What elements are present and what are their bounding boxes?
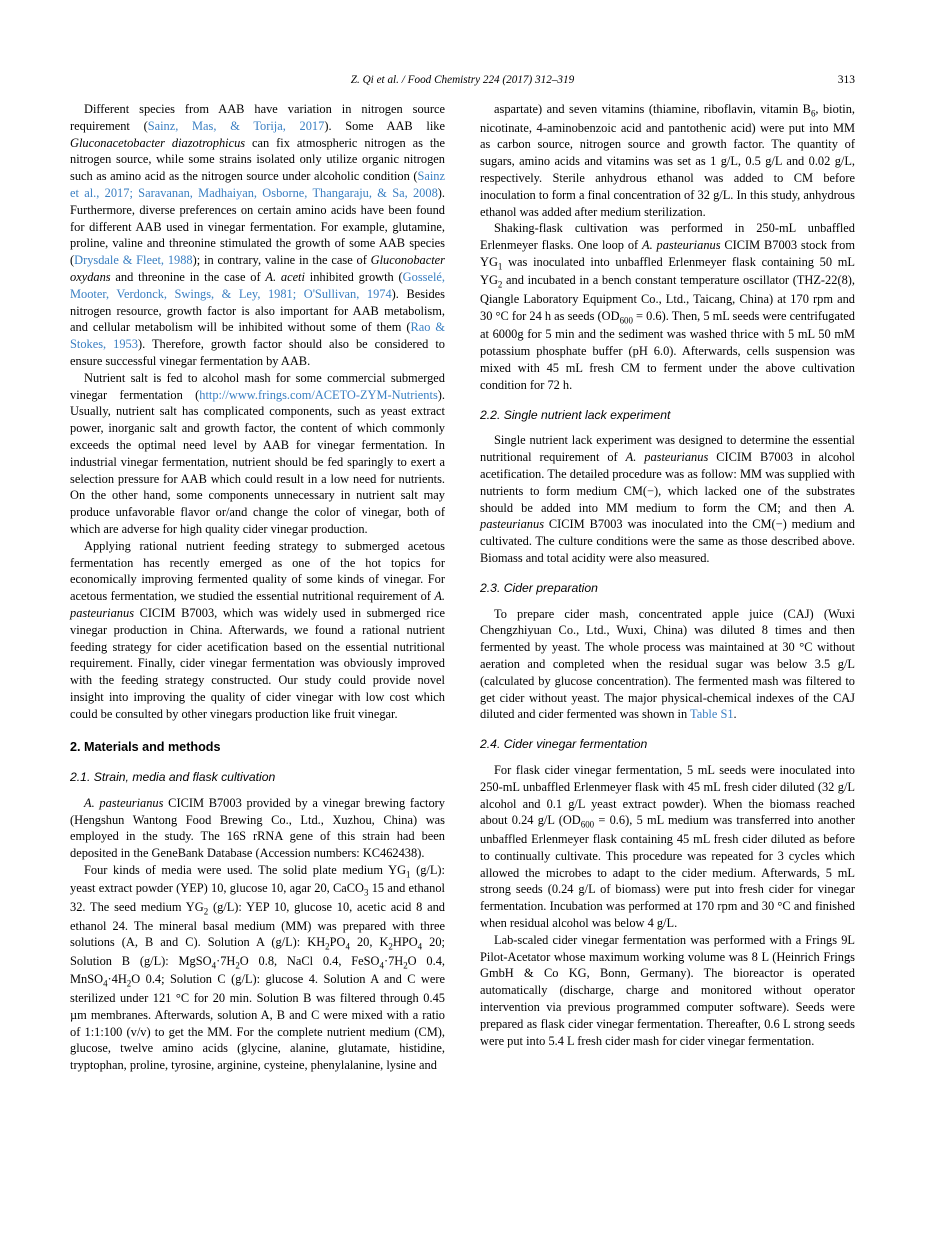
body-columns — [70, 101, 855, 1074]
running-head — [70, 74, 855, 86]
left-column — [70, 101, 445, 1074]
citation-link[interactable]: Rao & Stokes, 1953 — [70, 320, 446, 352]
p10-flask-vinegar: For flask cider vinegar fermentation, 5 mL seeds were inoculated into 250-mL unbaffled Erlenmeyer flask with 45 mL fresh cider diluted (32 g/L alcohol and 0.1 g/L yeast extract powder). When the biomass reached about 0.24 g/L $(OD_{600} = 0.6)$, 5 mL medium was transferred into another unbaffled Erlenmeyer flask containing 45 mL fresh cider diluted as before to continually cultivate. This procedure was repeated for 3 cycles which allowed the microbes to adapt to the cider medium. Afterwards, 5 mL strong seeds (0.24 g/L of biomass) were put into fresh cider for vinegar fermentation. Incubation was performed at 170 rpm and 30 °C and finished when residual alcohol was below 4 g/L. — [480, 763, 855, 930]
subscript: 2 — [126, 978, 132, 989]
italic-term: A. pasteurianus — [70, 589, 445, 620]
citation-link[interactable]: Table S1 — [690, 707, 734, 722]
right-column — [480, 101, 855, 1074]
subscript: 1 — [406, 869, 411, 880]
italic-term: Gluconobacter oxydans — [70, 253, 445, 284]
right-column-paragraphs-3 — [480, 606, 855, 724]
citation-link[interactable]: Sainz, Mas, & Torija, 2017 — [147, 118, 325, 133]
p1-nitrogen-source: Different species from AAB have variation in nitrogen source requirement (Sainz, Mas, & Torija, 2017). Some AAB like Gluconacetobacter diazotrophicus can fix atmospheric nitrogen as the nitrogen source, while some strains isolated only utilize organic nitrogen such as amino acid as the nitrogen source under alcoholic condition (Sainz et al., 2017; Saravanan, Madhaiyan, Osborne, Thangaraju, & Sa, 2008). Furthermore, diverse preferences on certain amino acids have been found for different AAB used in vinegar fermentation. For example, glutamine, proline, valine and threonine stimulated the growth of some AAB species (Drysdale & Fleet, 1988); in contrary, valine in the case of Gluconobacter oxydans and threonine in the case of A. aceti inhibited growth (Gosselé, Mooter, Verdonck, Swings, & Ley, 1981; O'Sullivan, 1974). Besides nitrogen resource, growth factor is also important for AAB metabolism, and cellular metabolism will be inhibited without some of them (Rao & Stokes, 1953). Therefore, growth factor should also be considered to ensure successful vinegar fermentation by AAB. — [70, 102, 446, 368]
subscript: 2 — [388, 941, 393, 952]
subsection-heading-cider-vinegar-fermentation: 2.4. Cider vinegar fermentation — [480, 737, 648, 752]
running-head-citation: Z. Qi et al. / Food Chemistry 224 (2017) 312–319 — [350, 74, 575, 86]
subscript: 4 — [379, 960, 384, 971]
citation-link[interactable]: http://www.frings.com/ACETO-ZYM-Nutrients — [199, 387, 438, 402]
left-column-paragraphs-2 — [70, 795, 445, 1074]
p2-nutrient-salt: Nutrient salt is fed to alcohol mash for some commercial submerged vinegar fermentation (http://www.frings.com/ACETO-ZYM-Nutrients). Usually, nutrient salt has complicated components, such as yeast extract power, inorganic salt and growth factor, the content of which commonly exceeds the optimal need level by AAB for vinegar fermentation. In industrial vinegar fermentation, nutrient should be fed sparingly to exert a selection pressure for AAB which could result in a low need for nutrients. On the other hand, some components unnecessary in nutrient salt may produce unfavorable flavor or/and change the color of vinegar, both of which are adverse for high quality cider vinegar production. — [70, 370, 445, 536]
subscript: 4 — [103, 978, 108, 989]
subscript: 4 — [417, 941, 423, 952]
subscript: 600 — [580, 819, 595, 830]
p9-cider-prep: To prepare cider mash, concentrated apple juice (CAJ) (Wuxi Chengzhiyuan Co., Ltd., Wuxi, China) was diluted 8 times and then fermented by yeast. The whole process was maintained at 30 °C without aeration and completed when the residual sugar was below 3.5 g/L (calculated by glucose concentration). The fermented mash was filtered to get cider without yeast. The major physical-chemical indexes of the CAJ diluted and cider fermented was shown in Table S1. — [480, 606, 855, 722]
italic-term: A. pasteurianus — [84, 795, 164, 810]
p11-lab-scaled: Lab-scaled cider vinegar fermentation was performed with a Frings 9L Pilot-Acetator whose maximum working volume was 8 L (Heinrich Frings GmbH & Co KG, Bonn, Germany). The bioreactor is operated automatically (discharge, charge and monitored without operator intervention via previous programmed computer software). Seeds were prepared as flask cider vinegar fermentation. Thereafter, 0.6 L strong seeds were put into 5.4 L fresh cider mash for cider vinegar fermentation. — [480, 932, 855, 1048]
italic-term: A. pasteurianus — [480, 500, 855, 532]
italic-term: A. pasteurianus — [642, 238, 721, 253]
p8-single-nutrient: Single nutrient lack experiment was designed to determine the essential nutritional requirement of A. pasteurianus CICIM B7003 in alcohol acetification. The detailed procedure was as follow: MM was supplied with nutrients to form medium CM(−), which lacked one of the substrates should be added into MM medium to form the CM; and then A. pasteurianus CICIM B7003 was inoculated into the CM(−) medium and cultivated. The culture conditions were the same as those described above. Biomass and total acidity were also measured. — [480, 433, 855, 565]
subscript: 2 — [403, 960, 408, 971]
subscript: 600 — [619, 315, 633, 326]
citation-link[interactable]: Sainz et al., 2017; Saravanan, Madhaiyan, Osborne, Thangaraju, & Sa, 2008 — [70, 169, 445, 200]
subscript: 2 — [497, 279, 503, 290]
subscript: 4 — [211, 960, 217, 971]
subsection-heading-cider-preparation: 2.3. Cider preparation — [480, 580, 598, 595]
p4-strain: A. pasteurianus CICIM B7003 provided by a vinegar brewing factory (Hengshun Wantong Food Brewing Co., Ltd., Xuzhou, China) was employed in the study. The 16S rRNA gene of this strain had been deposited in the GeneBank Database (Accession numbers: KC462438). — [70, 795, 445, 861]
subscript: 2 — [235, 960, 240, 971]
subsection-heading-strain-media: 2.1. Strain, media and flask cultivation — [70, 769, 276, 784]
subscript: 2 — [203, 906, 209, 917]
right-column-paragraphs-1 — [480, 101, 855, 394]
subscript: 2 — [325, 941, 330, 952]
citation-link[interactable]: Drysdale & Fleet, 1988 — [74, 253, 193, 268]
p3-rational-strategy: Applying rational nutrient feeding strategy to submerged acetous fermentation has recently emerged as one of the hot topics for economically improving fermented quality of some kinds of vinegar. For acetous fermentation, we studied the essential nutritional requirement of A. pasteurianus CICIM B7003, which was widely used in submerged rice vinegar production in China. Afterwards, we found a rational nutrient feeding strategy for cider acetification based on the essential nutritional requirement. Finally, cider vinegar fermentation was obviously improved with the feeding strategy constructed. Our study could provide novel insight into improving the quality of cider vinegar with low cost which could be consulted by other vinegars production like fruit vinegar. — [70, 538, 445, 721]
p5-media: Four kinds of media were used. The solid plate medium $YG_1$ (g/L): yeast extract powder (YEP) 10, glucose 10, agar 20, CaCO$_3$ 15 and ethanol 32. The seed medium $YG_2$ (g/L): YEP 10, glucose 10, acetic acid 8 and ethanol 24. The mineral basal medium (MM) was prepared with three solutions (A, B and C). Solution A (g/L): $KH_2PO_4$ 20, $K_2HPO_4$ 20; Solution B (g/L): $MgSO_4\cdot 7H_2O$ 0.8, NaCl 0.4, $FeSO_4\cdot 7H_2O$ 0.4, $MnSO_4\cdot 4H_2O$ 0.4; Solution C (g/L): glucose 4. Solution A and C were sterilized under 121 °C for 20 min. Solution B was filtered through 0.45 µm membranes. Afterwards, solution A, B and C were mixed with a ratio of 1:1:100 (v/v) to get the MM. For the complete nutrient medium (CM), glucose, twelve amino acids (glycine, alanine, glutamate, histidine, tryptophan, proline, tyrosine, arginine, cysteine, phenylalanine, lysine and — [70, 862, 446, 1073]
italic-term: A. aceti — [265, 269, 305, 284]
left-column-paragraphs-1 — [70, 101, 445, 722]
citation-link[interactable]: Gosselé, Mooter, Verdonck, Swings, & Ley, 1981; O'Sullivan, 1974 — [70, 269, 445, 301]
italic-term: Gluconacetobacter diazotrophicus — [70, 135, 246, 150]
section-heading-materials-methods: 2. Materials and methods — [70, 740, 221, 755]
right-column-paragraphs-4 — [480, 762, 855, 1049]
p6-vitamins: aspartate) and seven vitamins (thiamine, riboflavin, vitamin $B_6$, biotin, nicotinate, 4-aminobenzoic acid and pantothenic acid) were put into MM as carbon source, nitrogen source and growth factor. The quantity of sugars, amino acids and vitamins was set as 1 g/L, 0.5 g/L and 0.02 g/L, respectively. Sterile anhydrous ethanol was added to CM before inoculation to form a final concentration of 32 g/L. In this study, anhydrous ethanol was added after medium sterilization. — [480, 102, 855, 219]
page-number: 313 — [837, 74, 855, 86]
subscript: 1 — [497, 261, 503, 272]
subscript: 4 — [345, 941, 350, 952]
subsection-heading-single-nutrient: 2.2. Single nutrient lack experiment — [480, 407, 671, 422]
right-column-paragraphs-2 — [480, 432, 855, 566]
subscript: 3 — [364, 887, 369, 898]
subscript: 6 — [810, 108, 816, 119]
italic-term: A. pasteurianus — [625, 450, 709, 465]
p7-shaking-flask: Shaking-flask cultivation was performed in 250-mL unbaffled Erlenmeyer flasks. One loop of A. pasteurianus CICIM B7003 stock from $YG_1$ was inoculated into unbaffled Erlenmeyer flask containing 50 mL $YG_2$ and incubated in a bench constant temperature oscillator (THZ-22(8), Qiangle Laboratory Equipment Co., Ltd., Taicang, China) at 170 rpm and 30 °C for 24 h as seeds $(OD_{600} = 0.6)$. Then, 5 mL seeds were centrifugated at 6000g for 5 min and the sediment was washed thrice with 5 mL 50 mM potassium phosphate buffer (pH 6.0). Afterwards, cells suspension was mixed with 45 mL fresh CM to ferment under the above cultivation condition for 72 h. — [480, 221, 855, 392]
